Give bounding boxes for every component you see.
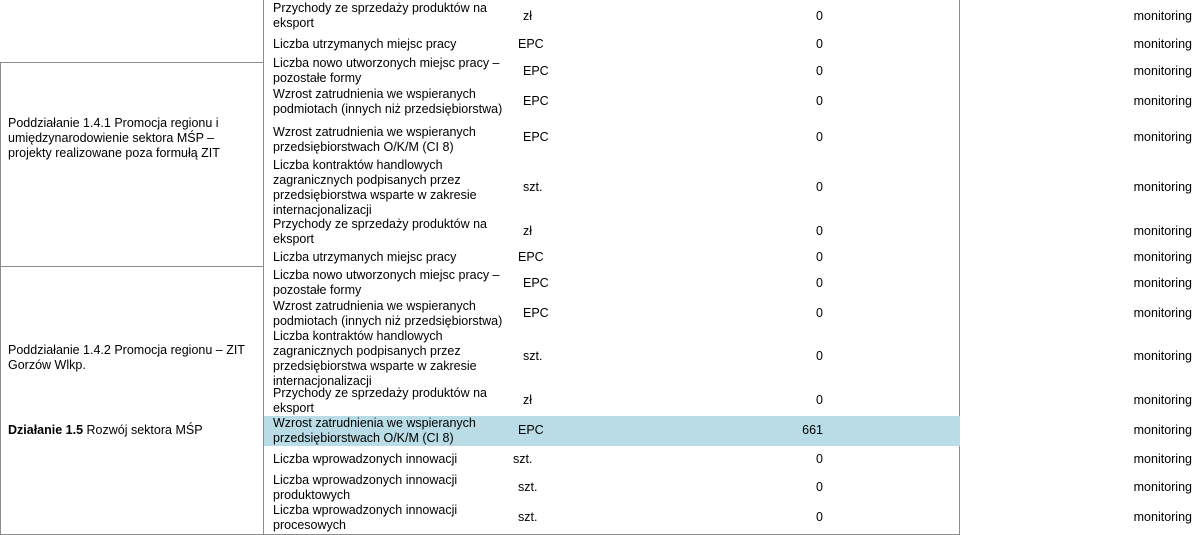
indicator-label: Wzrost zatrudnienia we wspieranych podmiotach (innych niż przedsiębiorstwa): [273, 87, 503, 116]
indicator-label: Liczba wprowadzonych innowacji: [273, 452, 458, 466]
table-row: [264, 86, 1192, 118]
table-row: [264, 118, 1192, 158]
source-cell: monitoring: [1133, 349, 1192, 363]
value-cell: 0: [816, 37, 823, 51]
value-cell: 0: [816, 276, 823, 290]
indicator-label: Liczba utrzymanych miejsc pracy: [273, 250, 457, 264]
source-cell: monitoring: [1133, 423, 1192, 437]
unit-cell: EPC: [518, 250, 544, 264]
value-cell: 0: [816, 130, 823, 144]
unit-cell: EPC: [523, 306, 549, 320]
table-row: [264, 328, 1192, 388]
unit-cell: zł: [523, 393, 533, 407]
source-cell: monitoring: [1133, 480, 1192, 494]
source-cell: monitoring: [1133, 276, 1192, 290]
table-row: [264, 216, 1192, 248]
indicator-label: Liczba kontraktów handlowych zagranicznych podpisanych przez przedsiębiorstwa wsparte w zakresie internacjonalizacji: [273, 158, 477, 217]
unit-cell: EPC: [523, 64, 549, 78]
source-cell: monitoring: [1133, 250, 1192, 264]
source-cell: monitoring: [1133, 306, 1192, 320]
indicator-label: Przychody ze sprzedaży produktów na eksport: [273, 217, 487, 246]
group-label-1-4-1: Poddziałanie 1.4.1 Promocja regionu i umiędzynarodowienie sektora MŚP – projekty realizowane poza formułą ZIT: [8, 116, 220, 160]
table-row: [264, 32, 1192, 56]
value-cell: 0: [816, 306, 823, 320]
table-row: [264, 472, 1192, 502]
value-cell: 0: [816, 180, 823, 194]
source-cell: monitoring: [1133, 452, 1192, 466]
table-row: [264, 0, 1192, 32]
grid-line-horizontal: [0, 266, 264, 267]
group-label-rest: Rozwój sektora MŚP: [83, 423, 203, 437]
unit-cell: EPC: [523, 276, 549, 290]
unit-cell: zł: [523, 224, 533, 238]
indicator-label: Liczba nowo utworzonych miejsc pracy – pozostałe formy: [273, 56, 500, 85]
unit-cell: EPC: [523, 94, 549, 108]
value-cell: 0: [816, 510, 823, 524]
group-label-1-4-2: Poddziałanie 1.4.2 Promocja regionu – ZIT Gorzów Wlkp.: [8, 343, 245, 372]
source-cell: monitoring: [1133, 64, 1192, 78]
indicator-label: Wzrost zatrudnienia we wspieranych przedsiębiorstwach O/K/M (CI 8): [273, 416, 476, 445]
unit-cell: szt.: [513, 452, 533, 466]
table-row-highlighted: [264, 416, 1192, 446]
indicator-label: Wzrost zatrudnienia we wspieranych podmiotach (innych niż przedsiębiorstwa): [273, 299, 503, 328]
value-cell: 0: [816, 480, 823, 494]
value-cell: 0: [816, 452, 823, 466]
unit-cell: szt.: [523, 180, 543, 194]
indicator-label: Liczba wprowadzonych innowacji procesowych: [273, 503, 458, 532]
unit-cell: EPC: [518, 37, 544, 51]
unit-cell: szt.: [523, 349, 543, 363]
unit-cell: szt.: [518, 480, 538, 494]
source-cell: monitoring: [1133, 180, 1192, 194]
group-label-bold: Działanie 1.5: [8, 423, 84, 437]
source-cell: monitoring: [1133, 37, 1192, 51]
grid-line-vertical: [0, 62, 1, 535]
value-cell: 0: [816, 94, 823, 108]
indicator-label: Wzrost zatrudnienia we wspieranych przedsiębiorstwach O/K/M (CI 8): [273, 125, 476, 154]
value-cell: 0: [816, 9, 823, 23]
table-row: [264, 298, 1192, 328]
indicator-label: Liczba wprowadzonych innowacji produktowych: [273, 473, 458, 502]
table-row: [264, 158, 1192, 217]
unit-cell: szt.: [518, 510, 538, 524]
table-row: [264, 386, 1192, 416]
indicator-label: Liczba nowo utworzonych miejsc pracy – pozostałe formy: [273, 268, 500, 297]
unit-cell: zł: [523, 9, 533, 23]
source-cell: monitoring: [1133, 130, 1192, 144]
group-label-1-5: [8, 423, 258, 438]
unit-cell: EPC: [518, 423, 544, 437]
value-cell: 0: [816, 250, 823, 264]
source-cell: monitoring: [1133, 224, 1192, 238]
source-cell: monitoring: [1133, 393, 1192, 407]
value-cell: 0: [816, 393, 823, 407]
grid-line-horizontal: [0, 62, 264, 63]
indicator-label: Przychody ze sprzedaży produktów na eksport: [273, 1, 487, 30]
table-row: [264, 268, 1192, 298]
value-cell: 0: [816, 349, 823, 363]
indicator-label: Przychody ze sprzedaży produktów na eksport: [273, 386, 487, 415]
table-row: [264, 248, 1192, 268]
value-cell: 0: [816, 64, 823, 78]
value-cell: 661: [802, 423, 823, 437]
table-row: [264, 56, 1192, 86]
source-cell: monitoring: [1133, 510, 1192, 524]
source-cell: monitoring: [1133, 94, 1192, 108]
table-row: [264, 446, 1192, 472]
indicator-label: Liczba utrzymanych miejsc pracy: [273, 37, 457, 51]
unit-cell: EPC: [523, 130, 549, 144]
indicator-label: Liczba kontraktów handlowych zagranicznych podpisanych przez przedsiębiorstwa wsparte w zakresie internacjonalizacji: [273, 329, 477, 388]
value-cell: 0: [816, 224, 823, 238]
table-row: [264, 502, 1192, 534]
source-cell: monitoring: [1133, 9, 1192, 23]
